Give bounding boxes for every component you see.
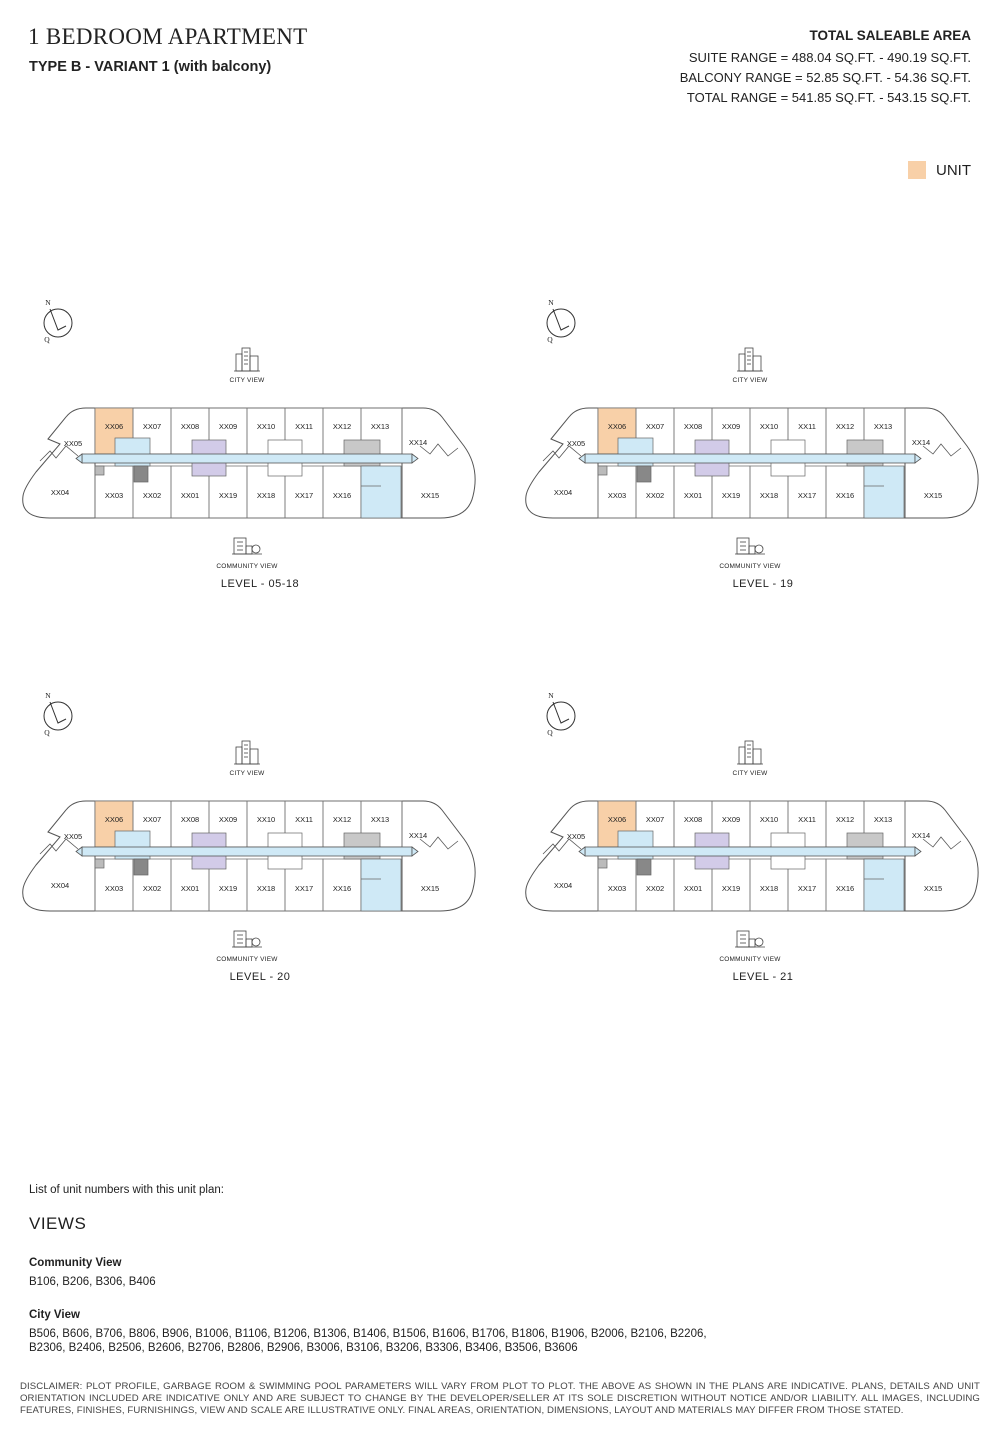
unit-list-intro: List of unit numbers with this unit plan: bbox=[29, 1184, 224, 1196]
compass-icon bbox=[44, 298, 72, 344]
page-subtitle: TYPE B - VARIANT 1 (with balcony) bbox=[29, 59, 272, 75]
level-label: LEVEL - 19 bbox=[732, 578, 794, 590]
unit-label: XX01 bbox=[180, 884, 200, 893]
compass-south: Q bbox=[547, 728, 553, 737]
unit-label: XX12 bbox=[332, 815, 352, 824]
unit-label: XX19 bbox=[218, 491, 238, 500]
city-view-label: CITY VIEW bbox=[229, 770, 265, 777]
unit-label: XX11 bbox=[798, 815, 816, 824]
unit-label: XX09 bbox=[721, 422, 741, 431]
floor-plan-level-19 bbox=[523, 296, 1000, 596]
unit-label: XX15 bbox=[923, 491, 943, 500]
unit-label: XX08 bbox=[683, 815, 703, 824]
corridor bbox=[76, 847, 418, 856]
unit-label: XX13 bbox=[873, 815, 893, 824]
unit-label: XX19 bbox=[721, 491, 741, 500]
community-view-label: COMMUNITY VIEW bbox=[216, 956, 278, 963]
legend-label: UNIT bbox=[936, 161, 971, 179]
community-view-units: B106, B206, B306, B406 bbox=[29, 1276, 156, 1288]
unit-label: XX17 bbox=[797, 491, 817, 500]
unit-label: XX17 bbox=[294, 491, 314, 500]
unit-label: XX02 bbox=[645, 884, 665, 893]
unit-label: XX09 bbox=[218, 422, 238, 431]
unit-label: XX02 bbox=[645, 491, 665, 500]
unit-label: XX17 bbox=[294, 884, 314, 893]
unit-label: XX04 bbox=[553, 488, 573, 497]
city-building-icon bbox=[234, 348, 260, 371]
unit-label: XX09 bbox=[721, 815, 741, 824]
unit-label: XX05 bbox=[63, 439, 83, 448]
unit-label: XX01 bbox=[683, 491, 703, 500]
community-building-icon bbox=[735, 538, 765, 554]
unit-label: XX10 bbox=[256, 815, 276, 824]
level-label: LEVEL - 21 bbox=[732, 971, 794, 983]
unit-label: XX06 bbox=[607, 422, 627, 431]
unit-label: XX05 bbox=[566, 832, 586, 841]
city-view-title: City View bbox=[29, 1309, 80, 1321]
unit-label: XX10 bbox=[759, 422, 779, 431]
unit-label: XX14 bbox=[911, 831, 931, 840]
unit-label: XX13 bbox=[873, 422, 893, 431]
unit-label: XX10 bbox=[759, 815, 779, 824]
unit-label: XX06 bbox=[607, 815, 627, 824]
unit-label: XX01 bbox=[180, 491, 200, 500]
unit-label: XX06 bbox=[104, 815, 124, 824]
floor-plan-level-05-18 bbox=[20, 296, 500, 596]
unit-label: XX02 bbox=[142, 884, 162, 893]
level-label: LEVEL - 20 bbox=[229, 971, 291, 983]
city-view-units: B506, B606, B706, B806, B906, B1006, B1106, B1206, B1306, B1406, B1506, B1606, B1706, B1806, B1906, B2006, B2106, B2206, B2306, B2406, B2506, B2606, B2706, B2806, B2906, B3006, B3106, B3206, B3306, B3406, B3506, B3606 bbox=[29, 1328, 707, 1354]
compass-icon bbox=[547, 298, 575, 344]
compass-north: N bbox=[548, 298, 554, 307]
unit-label: XX11 bbox=[295, 815, 313, 824]
unit-label: XX04 bbox=[553, 881, 573, 890]
city-building-icon bbox=[234, 741, 260, 764]
page-title: 1 BEDROOM APARTMENT bbox=[28, 24, 308, 49]
unit-label: XX17 bbox=[797, 884, 817, 893]
legend bbox=[908, 161, 971, 179]
unit-label: XX12 bbox=[835, 422, 855, 431]
unit-label: XX01 bbox=[683, 884, 703, 893]
city-view-label: CITY VIEW bbox=[732, 377, 768, 384]
floor-plan-drawing bbox=[20, 296, 500, 596]
unit-label: XX18 bbox=[256, 491, 276, 500]
unit-label: XX16 bbox=[332, 491, 352, 500]
community-view-title: Community View bbox=[29, 1257, 122, 1269]
unit-label: XX04 bbox=[50, 488, 70, 497]
unit-label: XX07 bbox=[142, 815, 162, 824]
unit-label: XX06 bbox=[104, 422, 124, 431]
unit-label: XX05 bbox=[63, 832, 83, 841]
compass-south: Q bbox=[44, 335, 50, 344]
unit-label: XX19 bbox=[218, 884, 238, 893]
unit-label: XX08 bbox=[180, 422, 200, 431]
level-label: LEVEL - 05-18 bbox=[220, 578, 300, 590]
unit-label: XX16 bbox=[332, 884, 352, 893]
unit-label: XX18 bbox=[256, 884, 276, 893]
unit-label: XX07 bbox=[645, 422, 665, 431]
city-view-label: CITY VIEW bbox=[229, 377, 265, 384]
unit-label: XX07 bbox=[142, 422, 162, 431]
disclaimer: DISCLAIMER: PLOT PROFILE, GARBAGE ROOM & SWIMMING POOL PARAMETERS WILL VARY FROM PLOT TO PLOT. THE ABOVE AS SHOWN IN THE PLANS ARE INDICATIVE. PLANS, DETAILS AND UNIT ORIENTATION INCLUDED ARE INDICATIVE ONLY AND ARE SUBJECT TO CHANGE BY THE DEVELOPER/SELLER AT ITS SOLE DISCRETION WITHOUT NOTICE AND/OR LIABILITY. ALL IMAGES, INCLUDING FEATURES, FINISHES, FURNISHINGS, VIEW AND SCALE ARE ILLUSTRATIVE ONLY. FINAL AREAS, ORIENTATION, DIMENSIONS, LAYOUT AND MATERIALS MAY DIFFER FROM THOSE STATED. bbox=[20, 1381, 980, 1417]
total-range: TOTAL RANGE = 541.85 SQ.FT. - 543.15 SQ.FT. bbox=[686, 90, 971, 105]
community-view-label: COMMUNITY VIEW bbox=[719, 956, 781, 963]
city-building-icon bbox=[737, 741, 763, 764]
unit-label: XX16 bbox=[835, 884, 855, 893]
unit-label: XX12 bbox=[835, 815, 855, 824]
unit-label: XX11 bbox=[295, 422, 313, 431]
compass-icon bbox=[44, 691, 72, 737]
community-building-icon bbox=[232, 931, 262, 947]
unit-label: XX03 bbox=[104, 884, 124, 893]
unit-label: XX07 bbox=[645, 815, 665, 824]
balcony-range: BALCONY RANGE = 52.85 SQ.FT. - 54.36 SQ.FT. bbox=[679, 70, 971, 85]
unit-label: XX15 bbox=[420, 491, 440, 500]
community-building-icon bbox=[735, 931, 765, 947]
compass-north: N bbox=[45, 298, 51, 307]
unit-label: XX14 bbox=[911, 438, 931, 447]
unit-label: XX10 bbox=[256, 422, 276, 431]
corridor bbox=[579, 847, 921, 856]
compass-icon bbox=[547, 691, 575, 737]
unit-label: XX18 bbox=[759, 884, 779, 893]
unit-label: XX15 bbox=[923, 884, 943, 893]
unit-label: XX14 bbox=[408, 831, 428, 840]
corridor bbox=[579, 454, 921, 463]
compass-north: N bbox=[548, 691, 554, 700]
floor-plan-drawing bbox=[523, 689, 1000, 989]
corridor bbox=[76, 454, 418, 463]
unit-label: XX11 bbox=[798, 422, 816, 431]
unit-label: XX19 bbox=[721, 884, 741, 893]
unit-label: XX12 bbox=[332, 422, 352, 431]
floor-plan-level-20 bbox=[20, 689, 500, 989]
unit-label: XX16 bbox=[835, 491, 855, 500]
floor-plan-level-21 bbox=[523, 689, 1000, 989]
views-heading: VIEWS bbox=[29, 1214, 87, 1233]
community-view-label: COMMUNITY VIEW bbox=[216, 563, 278, 570]
suite-range: SUITE RANGE = 488.04 SQ.FT. - 490.19 SQ.FT. bbox=[688, 50, 971, 65]
compass-south: Q bbox=[547, 335, 553, 344]
compass-north: N bbox=[45, 691, 51, 700]
unit-label: XX03 bbox=[607, 884, 627, 893]
unit-label: XX08 bbox=[683, 422, 703, 431]
unit-label: XX02 bbox=[142, 491, 162, 500]
saleable-area-box bbox=[680, 26, 971, 108]
unit-label: XX13 bbox=[370, 815, 390, 824]
floor-plan-drawing bbox=[20, 689, 500, 989]
unit-label: XX03 bbox=[607, 491, 627, 500]
unit-label: XX15 bbox=[420, 884, 440, 893]
city-building-icon bbox=[737, 348, 763, 371]
city-view-label: CITY VIEW bbox=[732, 770, 768, 777]
community-building-icon bbox=[232, 538, 262, 554]
unit-label: XX09 bbox=[218, 815, 238, 824]
unit-label: XX05 bbox=[566, 439, 586, 448]
unit-label: XX04 bbox=[50, 881, 70, 890]
unit-label: XX13 bbox=[370, 422, 390, 431]
community-view-label: COMMUNITY VIEW bbox=[719, 563, 781, 570]
compass-south: Q bbox=[44, 728, 50, 737]
unit-label: XX18 bbox=[759, 491, 779, 500]
legend-swatch bbox=[908, 161, 926, 179]
unit-label: XX03 bbox=[104, 491, 124, 500]
floor-plan-drawing bbox=[523, 296, 1000, 596]
unit-label: XX14 bbox=[408, 438, 428, 447]
saleable-area-heading: TOTAL SALEABLE AREA bbox=[809, 28, 971, 43]
unit-label: XX08 bbox=[180, 815, 200, 824]
